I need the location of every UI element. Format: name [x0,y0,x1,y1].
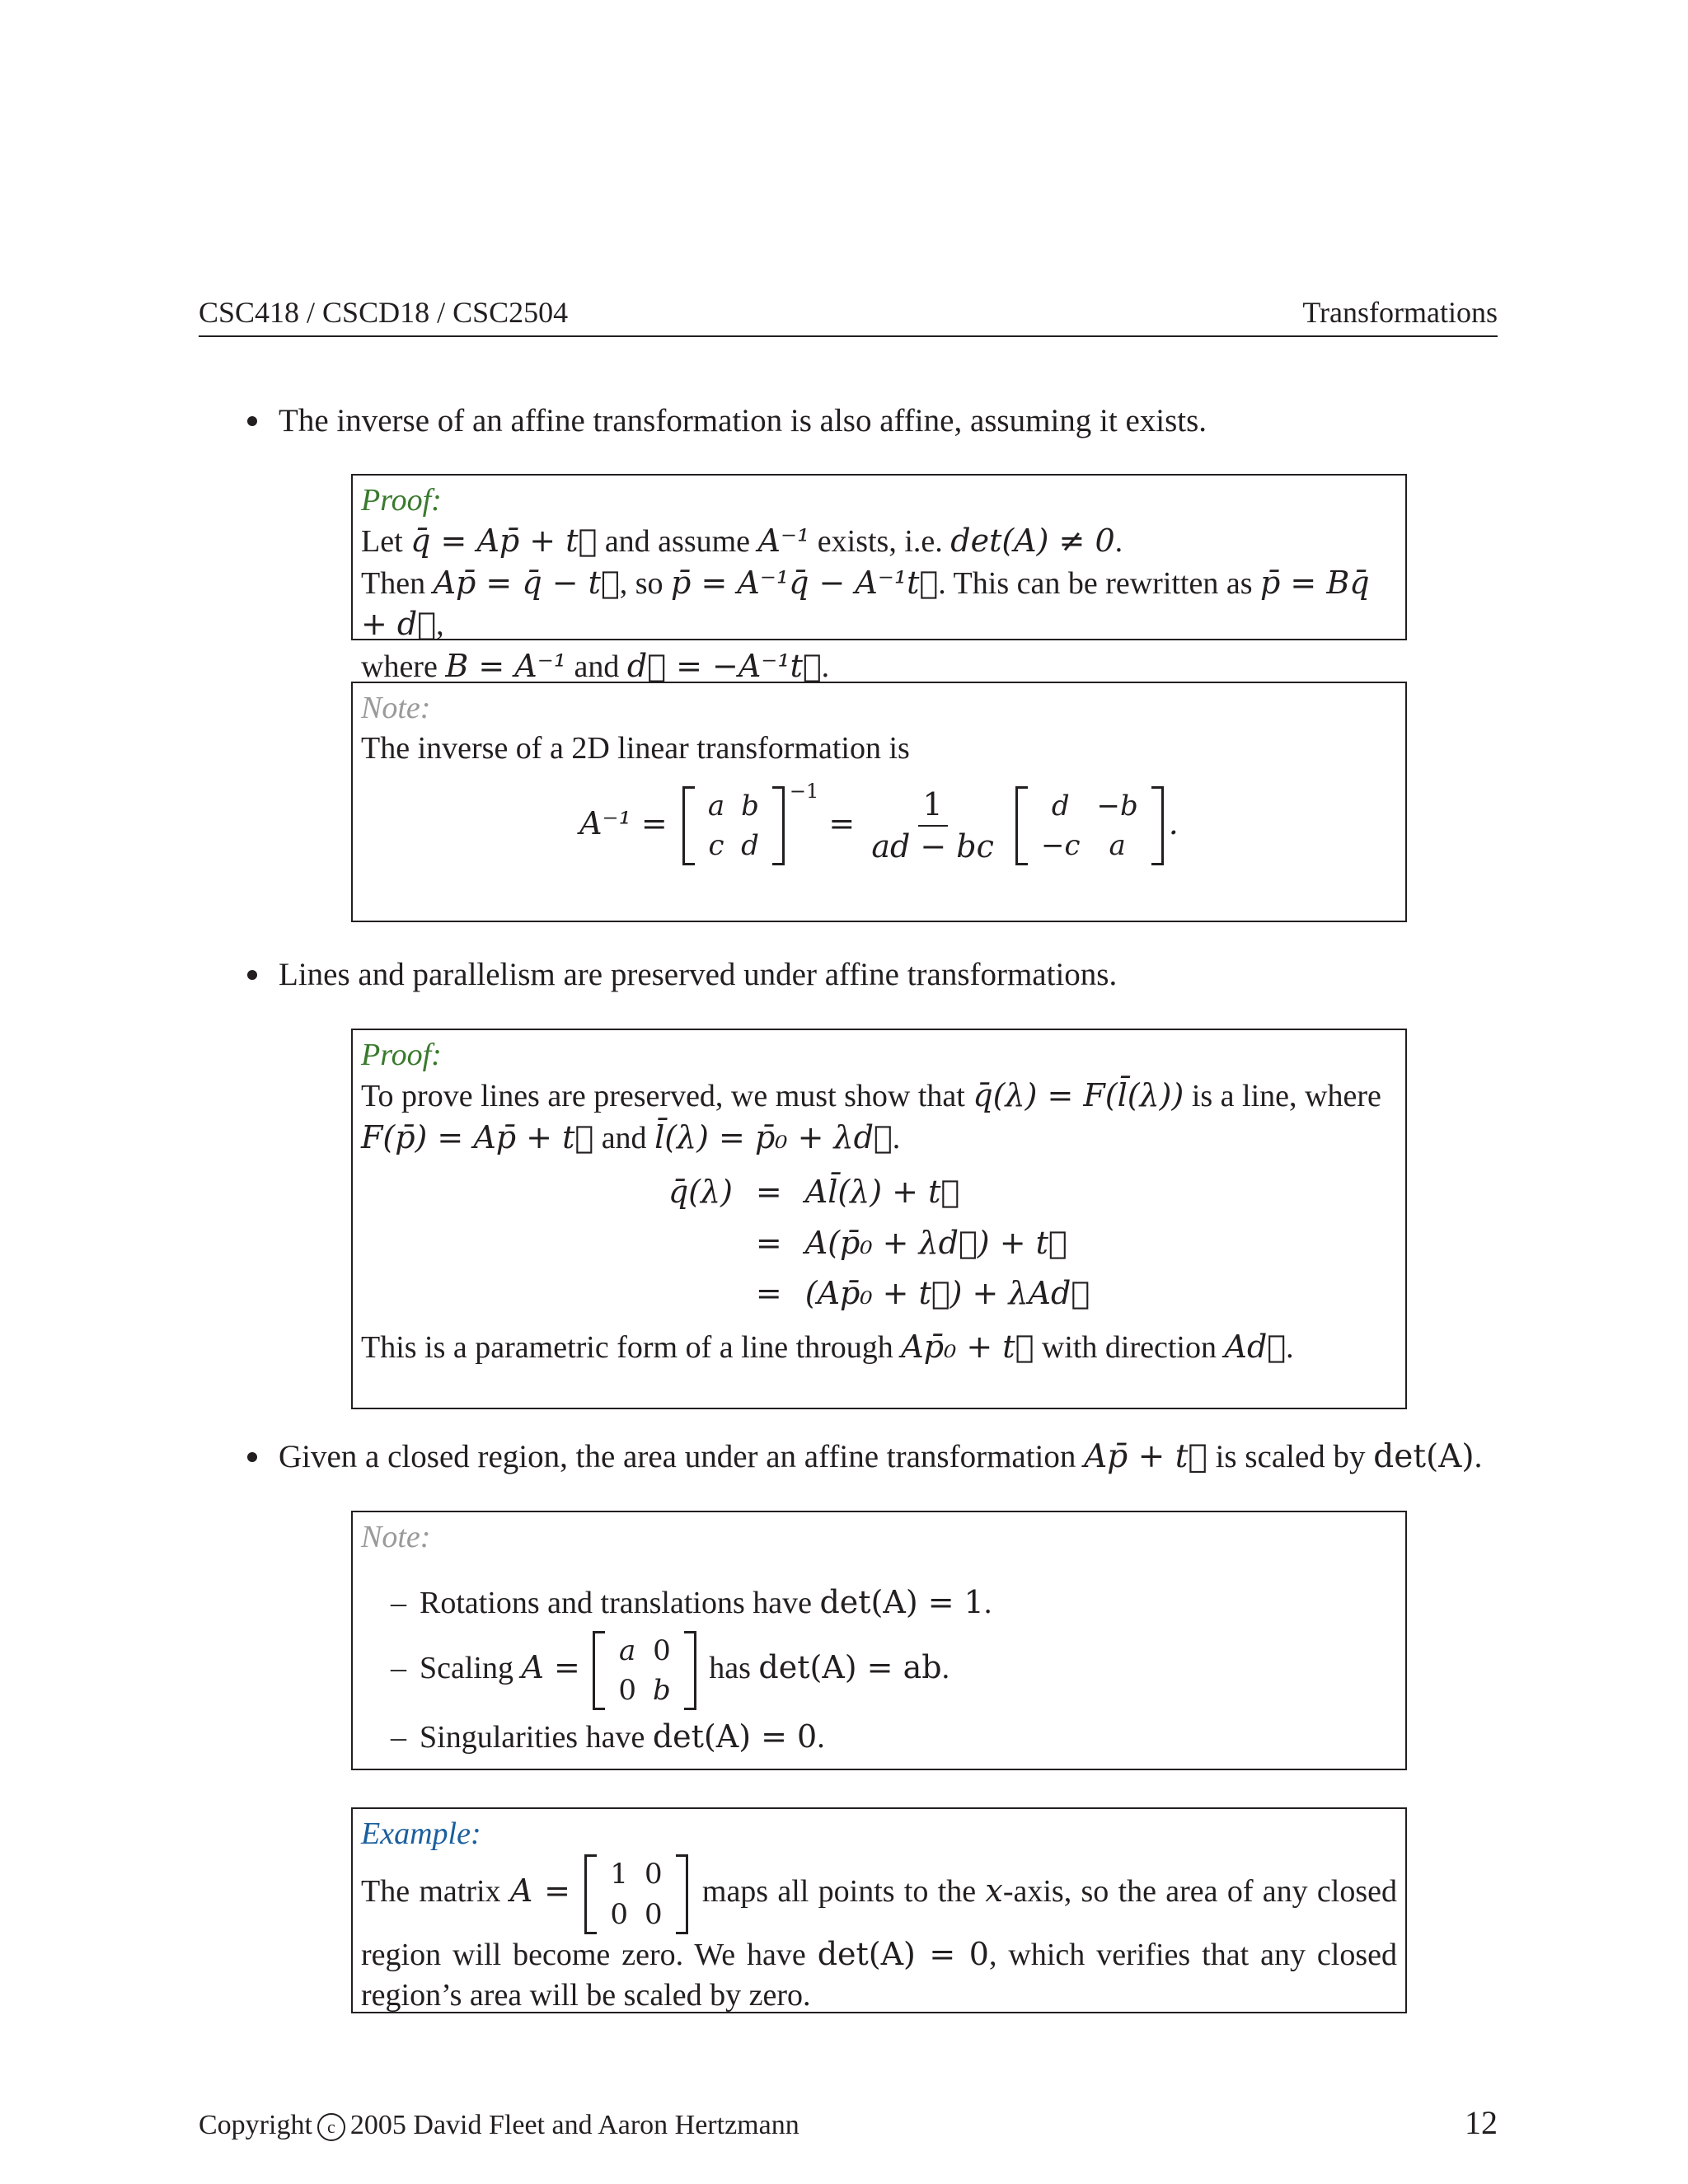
course-codes: CSC418 / CSCD18 / CSC2504 [199,296,569,329]
list-item: – Rotations and translations have det(A) = 1. [391,1582,1397,1624]
matrix-abcd: a b c d [682,786,785,865]
matrix-scaling: a 0 0 b [593,1631,696,1710]
matrix-adjugate: d −b −c a [1015,786,1164,865]
example-text: The matrix A = 1 0 0 0 maps all points to the x-axis, so the area of any closed region will become zero. We have det(A) = 0, which verifies that any closed region’s area will be scaled by zero. [361,1854,1397,2016]
proof-line-3: where B = A⁻¹ and d⃗ = −A⁻¹t⃗. [361,647,830,684]
bullet-area-scaled: Given a closed region, the area under an affine transformation Ap̄ + t⃗ is scaled by det(A). [247,1438,1500,1477]
example-box [351,1807,1407,2013]
list-item: – Singularities have det(A) = 0. [391,1717,1397,1758]
proof-line-1: Let q̄ = Ap̄ + t⃗ and assume A⁻¹ exists, i.e. det(A) ≠ 0. [361,523,1123,560]
bullet-dot [247,416,257,426]
aligned-derivation: q̄(λ) = Al̄(λ) + t⃗ = A(p̄₀ + λd⃗) + t⃗ = (Ap̄₀ + t⃗) + λAd⃗ [668,1174,1090,1311]
copyright-notice: Copyright c 2005 David Fleet and Aaron Hertzmann [199,2110,799,2140]
proof-box-inverse [351,474,1407,684]
page-footer [199,2103,1498,2143]
proof-conclusion: This is a parametric form of a line through Ap̄₀ + t⃗ with direction Ad⃗. [361,1329,1294,1366]
bullet-inverse-affine: The inverse of an affine transformation is also affine, assuming it exists. [247,402,1500,441]
fraction: $\frac{1}{ad - bc}$ [871,785,994,865]
bullet-dot [247,970,257,980]
bullet-lines-preserved: Lines and parallelism are preserved under affine transformations. [247,956,1500,995]
example-label: Example: [361,1816,481,1851]
proof-line-2: Then Ap̄ = q̄ − t⃗, so p̄ = A⁻¹q̄ − A⁻¹t⃗. This can be rewritten as p̄ = Bq̄ + d⃗, [361,564,1370,643]
matrix-projection: 1 0 0 0 [584,1854,687,1933]
note-box-inverse-2d [351,682,1407,922]
section-title: Transformations [1302,296,1498,329]
running-header [199,295,1498,337]
inverse-equation: A⁻¹ = a b c d $^{-1}$ = $\frac{1}{ad - bc}$ d −b −c a . [361,785,1397,868]
bullet-dot [247,1452,257,1462]
copyright-icon: c [317,2113,345,2141]
determinant-list [361,1582,1397,1758]
note-label: Note: [361,1520,431,1554]
proof-label: Proof: [361,1038,442,1072]
proof-box-lines [351,1029,1407,1409]
proof-label: Proof: [361,483,442,518]
proof-line-2: F(p̄) = Ap̄ + t⃗ and l̄(λ) = p̄₀ + λd⃗. [361,1118,901,1155]
note-box-determinants [351,1511,1407,1770]
proof-line-1: To prove lines are preserved, we must show that q̄(λ) = F(l̄(λ)) is a line, where [361,1077,1381,1114]
note-label: Note: [361,691,431,725]
page-number: 12 [1465,2104,1498,2141]
note-text: The inverse of a 2D linear transformation is [361,731,910,766]
list-item: – Scaling A = a 0 0 b has det(A) = ab. [391,1631,1397,1710]
